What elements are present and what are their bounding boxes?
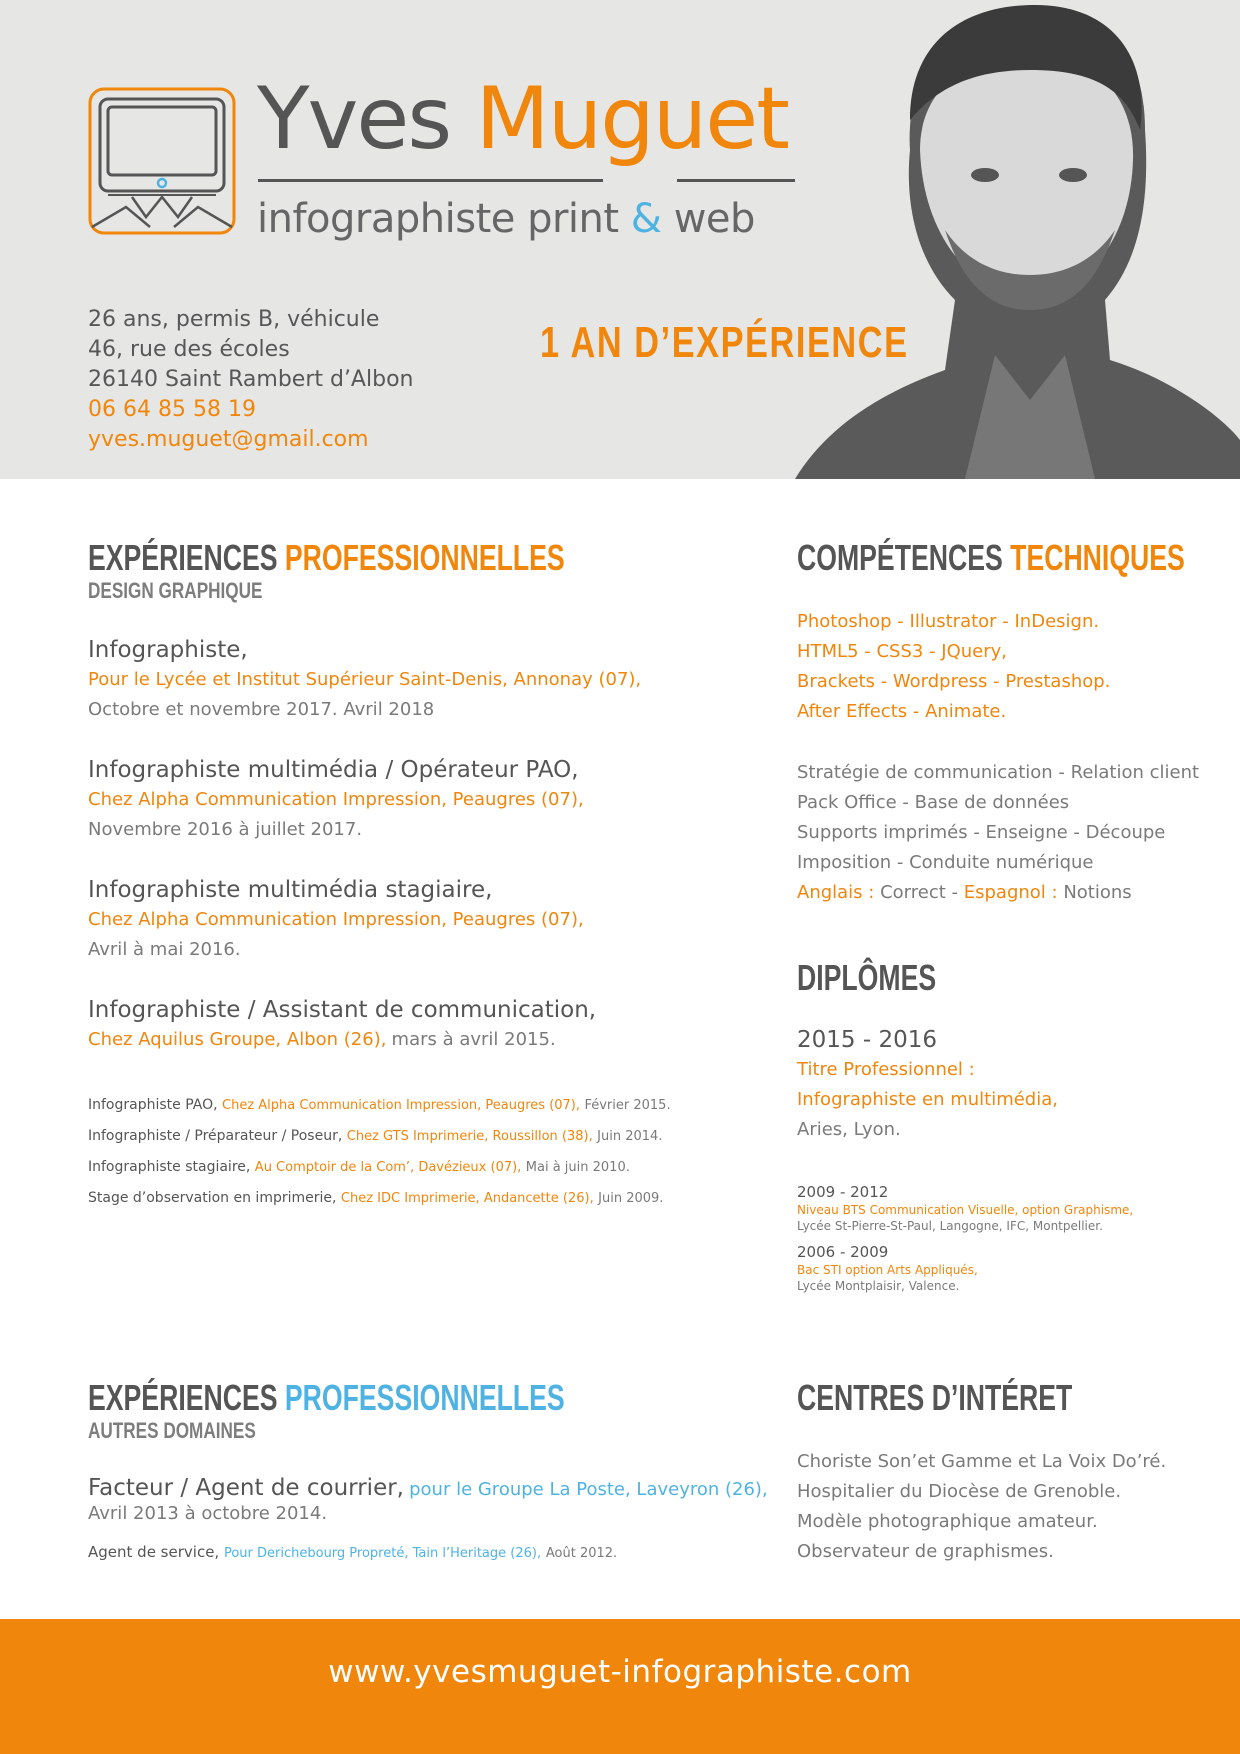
experience-title: Infographiste / Assistant de communication, [88,997,597,1023]
portrait-photo [795,0,1240,479]
interests-list [797,1447,1166,1567]
interest-item: Observateur de graphismes. [797,1541,1054,1562]
minor-company: Chez IDC Imprimerie, Andancette (26), [340,1191,594,1206]
minor-experience [88,1121,671,1152]
contact-street: 46, rue des écoles [88,337,290,362]
contact-city: 26140 Saint Rambert d’Albon [88,367,414,392]
title-word-2: PROFESSIONNELLES [284,537,565,578]
website-link[interactable]: www.yvesmuguet-infographiste.com [328,1654,912,1690]
language-spanish: Espagnol : [963,882,1058,903]
skill-line: Photoshop - Illustrator - InDesign. [797,611,1100,632]
experience-title: Facteur / Agent de courrier, [88,1475,404,1501]
experience-dates: Avril à mai 2016. [88,939,241,960]
skill-line: Pack Office - Base de données [797,792,1070,813]
title-word-1: EXPÉRIENCES [88,537,278,578]
contact-email[interactable]: yves.muguet@gmail.com [88,427,369,452]
experience-dates: Octobre et novembre 2017. Avril 2018 [88,699,435,720]
experience-company: Chez Alpha Communication Impression, Peaugres (07), [88,789,584,810]
minor-experience [88,1090,671,1121]
section-subtitle-design: DESIGN GRAPHIQUE [88,578,263,603]
first-name: Yves [257,69,451,169]
minor-title: Infographiste / Préparateur / Poseur, [88,1128,343,1144]
minor-company: Pour Derichebourg Propreté, Tain l’Heritage (26), [223,1546,542,1561]
language-english-level: Correct - [880,882,958,903]
diploma-item [797,1182,1133,1234]
diploma-item [797,1242,978,1294]
diploma-name: Titre Professionnel : [797,1059,975,1080]
minor-dates: Mai à juin 2010. [525,1160,630,1175]
footer-band [0,1619,1240,1754]
experience-company: Chez Alpha Communication Impression, Peaugres (07), [88,909,584,930]
diploma-name: Niveau BTS Communication Visuelle, option Graphisme, [797,1203,1134,1217]
languages-line [797,878,1199,908]
title-word-2: PROFESSIONNELLES [284,1377,565,1418]
interest-item: Modèle photographique amateur. [797,1511,1098,1532]
language-spanish-level: Notions [1063,882,1132,903]
software-skills-list [797,607,1110,727]
skill-line: Supports imprimés - Enseigne - Découpe [797,822,1166,843]
diploma-years: 2006 - 2009 [797,1243,889,1261]
minor-experiences-list [88,1090,671,1214]
experience-item [88,755,584,845]
experience-title: Infographiste multimédia stagiaire, [88,877,493,903]
tagline-print: infographiste print [257,196,619,242]
experience-item [88,635,641,725]
minor-dates: Juin 2009. [598,1191,664,1206]
experience-dates: Novembre 2016 à juillet 2017. [88,819,363,840]
diploma-years: 2015 - 2016 [797,1027,937,1053]
name-underline-right [677,179,795,182]
experience-headline: 1 AN D’EXPÉRIENCE [540,318,909,367]
minor-title: Agent de service, [88,1543,220,1561]
skill-line: Imposition - Conduite numérique [797,852,1094,873]
experience-title: Infographiste multimédia / Opérateur PAO, [88,757,579,783]
monitor-logo-icon [88,87,236,235]
minor-company: Chez Alpha Communication Impression, Peaugres (07), [222,1098,581,1113]
diploma-name-2: Infographiste en multimédia, [797,1089,1058,1110]
experience-dates: Avril 2013 à octobre 2014. [88,1503,328,1524]
contact-age: 26 ans, permis B, véhicule [88,307,380,332]
minor-experience [88,1183,671,1214]
interest-item: Hospitalier du Diocèse de Grenoble. [797,1481,1122,1502]
skill-line: HTML5 - CSS3 - JQuery, [797,641,1008,662]
diploma-place: Lycée St-Pierre-St-Paul, Langogne, IFC, Montpellier. [797,1219,1103,1233]
section-title-skills [797,537,1185,578]
experience-item [88,1475,768,1527]
section-title-diplomas: DIPLÔMES [797,957,937,998]
minor-title: Infographiste PAO, [88,1097,218,1113]
minor-title: Stage d’observation en imprimerie, [88,1190,337,1206]
section-title-experiences-design [88,537,565,578]
diploma-name: Bac STI option Arts Appliqués, [797,1263,978,1277]
diploma-main [797,1025,1058,1145]
section-subtitle-other: AUTRES DOMAINES [88,1418,256,1443]
general-skills-list [797,758,1199,908]
minor-title: Infographiste stagiaire, [88,1159,251,1175]
job-tagline [257,196,755,242]
diploma-years: 2009 - 2012 [797,1183,889,1201]
title-word-1: EXPÉRIENCES [88,1377,278,1418]
experience-item [88,875,584,965]
minor-company: Au Comptoir de la Com’, Davézieux (07), [254,1160,522,1175]
minor-dates: Février 2015. [584,1098,671,1113]
section-title-interests: CENTRES D’INTÉRET [797,1377,1073,1418]
experience-company: Chez Aquilus Groupe, Albon (26), [88,1029,387,1050]
diploma-place: Aries, Lyon. [797,1119,901,1140]
experience-dates: mars à avril 2015. [391,1029,556,1050]
section-title-experiences-other [88,1377,565,1418]
language-english: Anglais : [797,882,875,903]
experience-company: pour le Groupe La Poste, Laveyron (26), [409,1479,768,1500]
contact-block [88,305,413,455]
name-underline-left [258,179,603,182]
minor-dates: Août 2012. [545,1546,618,1561]
tagline-ampersand: & [630,196,662,242]
candidate-name [257,69,788,169]
diploma-place: Lycée Montplaisir, Valence. [797,1279,960,1293]
header-band [0,0,1240,479]
tagline-web: web [673,196,755,242]
title-word-2: TECHNIQUES [1010,537,1185,578]
skill-line: After Effects - Animate. [797,701,1007,722]
experience-item [88,995,596,1055]
skill-line: Brackets - Wordpress - Prestashop. [797,671,1111,692]
interest-item: Choriste Son’et Gamme et La Voix Do’ré. [797,1451,1167,1472]
minor-experience [88,1152,671,1183]
minor-company: Chez GTS Imprimerie, Roussillon (38), [346,1129,593,1144]
experience-title: Infographiste, [88,637,248,663]
minor-dates: Juin 2014. [597,1129,663,1144]
minor-experience [88,1543,617,1561]
title-word-1: COMPÉTENCES [797,537,1003,578]
skill-line: Stratégie de communication - Relation client [797,762,1200,783]
experience-company: Pour le Lycée et Institut Supérieur Saint-Denis, Annonay (07), [88,669,642,690]
last-name: Muguet [475,69,788,169]
contact-phone[interactable]: 06 64 85 58 19 [88,397,256,422]
